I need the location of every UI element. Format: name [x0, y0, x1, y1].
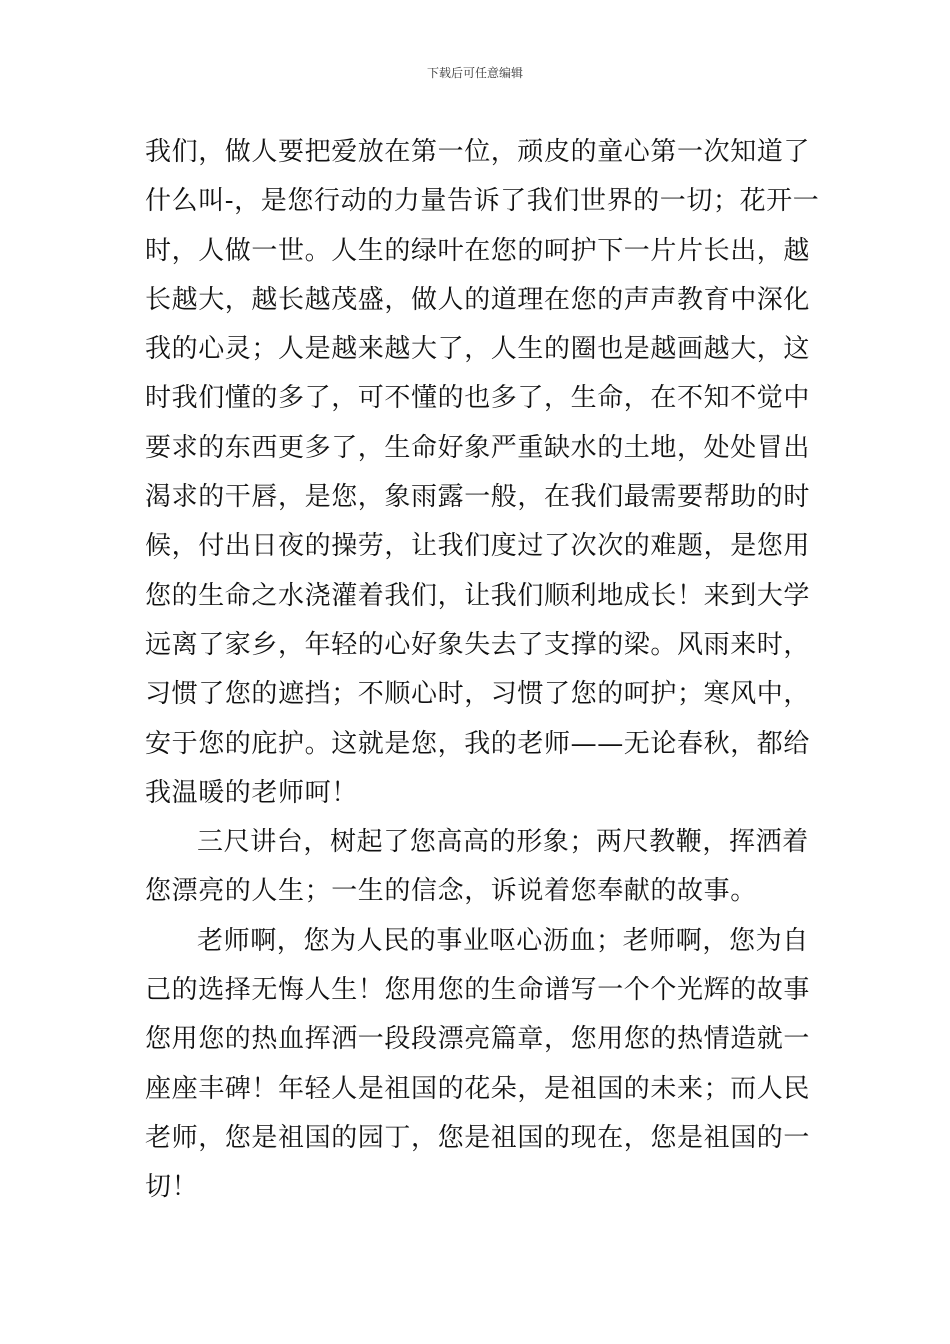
- text-line: 渴求的干唇，是您，象雨露一般，在我们最需要帮助的时: [145, 482, 811, 513]
- text-line: 我的心灵；人是越来越大了，人生的圈也是越画越大，这: [145, 334, 811, 365]
- text-line: 您的生命之水浇灌着我们，让我们顺利地成长！来到大学: [145, 580, 811, 611]
- page-header: 下载后可任意编辑: [426, 66, 523, 80]
- text-line: 三尺讲台，树起了您高高的形象；两尺教鞭，挥洒着: [197, 827, 809, 858]
- text-line: 己的选择无悔人生！您用您的生命谱写一个个光辉的故事: [145, 975, 811, 1006]
- text-line: 候，付出日夜的操劳，让我们度过了次次的难题，是您用: [145, 531, 811, 562]
- text-line: 老师，您是祖国的园丁，您是祖国的现在，您是祖国的一: [145, 1122, 811, 1153]
- paragraph-3: [145, 917, 810, 1213]
- paragraph-1: [145, 128, 820, 818]
- text-line: 长越大，越长越茂盛，做人的道理在您的声声教育中深化: [145, 284, 811, 315]
- text-line: 远离了家乡，年轻的心好象失去了支撑的梁。风雨来时，: [145, 629, 811, 660]
- text-line: 您漂亮的人生；一生的信念，诉说着您奉献的故事。: [145, 876, 757, 907]
- text-line: 我温暖的老师呵！: [145, 777, 358, 808]
- paragraph-2: [145, 818, 810, 917]
- text-line: 习惯了您的遮挡；不顺心时，习惯了您的呵护；寒风中，: [145, 679, 811, 710]
- text-line: 要求的东西更多了，生命好象严重缺水的土地，处处冒出: [145, 432, 811, 463]
- text-line: 您用您的热血挥洒一段段漂亮篇章，您用您的热情造就一: [145, 1024, 811, 1055]
- text-line: 时，人做一世。人生的绿叶在您的呵护下一片片长出，越: [145, 235, 811, 266]
- text-line: 切！: [145, 1172, 199, 1203]
- text-line: 老师啊，您为人民的事业呕心沥血；老师啊，您为自: [197, 925, 809, 956]
- document-body: [145, 128, 820, 1213]
- text-line: 安于您的庇护。这就是您，我的老师——无论春秋，都给: [145, 728, 811, 759]
- text-line: 座座丰碑！年轻人是祖国的花朵，是祖国的未来；而人民: [145, 1073, 811, 1104]
- text-line: 我们，做人要把爱放在第一位，顽皮的童心第一次知道了: [145, 137, 811, 167]
- text-line: 什么叫-，是您行动的力量告诉了我们世界的一切；花开一: [145, 186, 820, 217]
- text-line: 时我们懂的多了，可不懂的也多了，生命，在不知不觉中: [145, 383, 811, 414]
